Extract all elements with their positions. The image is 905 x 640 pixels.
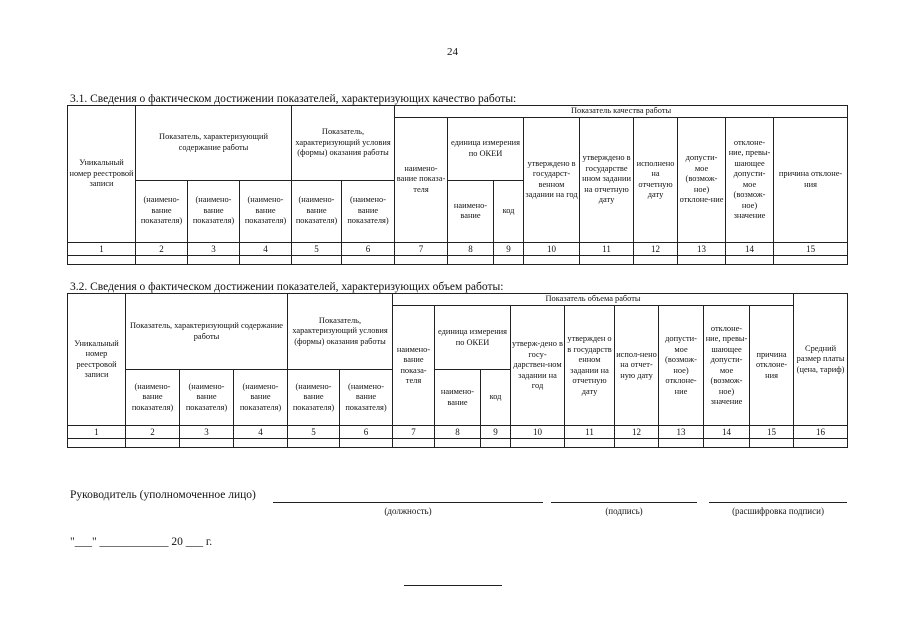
column-number: 1 — [68, 426, 126, 439]
header-sub-name: (наимено-вание показателя) — [288, 370, 340, 426]
column-number: 4 — [240, 242, 292, 255]
header-conditions-group: Показатель, характеризующий условия (формы) оказания работы — [292, 106, 395, 181]
column-number: 8 — [448, 242, 494, 255]
column-number: 11 — [565, 426, 615, 439]
header-sub-name: (наимено-вание показателя) — [292, 180, 342, 242]
header-reason: причина отклоне-ния — [750, 306, 794, 426]
column-number: 5 — [288, 426, 340, 439]
header-unit-name: наимено-вание — [448, 180, 494, 242]
table-cell[interactable] — [136, 255, 188, 264]
header-unit: единица измерения по ОКЕИ — [448, 117, 524, 180]
header-sub-name: (наимено-вание показателя) — [136, 180, 188, 242]
column-number: 13 — [678, 242, 726, 255]
table-cell[interactable] — [565, 439, 615, 448]
header-unique-number: Уникальный номер реестровой записи — [68, 106, 136, 243]
position-line[interactable] — [273, 502, 543, 503]
table-cell[interactable] — [634, 255, 678, 264]
header-approved-year: утверждено в государст-венном задании на год — [524, 117, 580, 242]
table-cell[interactable] — [288, 439, 340, 448]
table-cell[interactable] — [678, 255, 726, 264]
table-cell[interactable] — [68, 439, 126, 448]
table-cell[interactable] — [481, 439, 511, 448]
table-cell[interactable] — [659, 439, 704, 448]
column-number: 10 — [511, 426, 565, 439]
header-unique-number: Уникальный номер реестровой записи — [68, 294, 126, 426]
header-sub-name: (наимено-вание показателя) — [240, 180, 292, 242]
column-number: 14 — [704, 426, 750, 439]
table-cell[interactable] — [68, 255, 136, 264]
header-approved-date: утверждено в государстве нном задании на отчетную дату — [580, 117, 634, 242]
header-indicator-group: Показатель качества работы — [395, 106, 848, 118]
column-number: 12 — [615, 426, 659, 439]
header-conditions-group: Показатель, характеризующий условия (формы) оказания работы — [288, 294, 393, 370]
column-number: 6 — [340, 426, 393, 439]
column-number: 15 — [774, 242, 848, 255]
header-reason: причина отклоне-ния — [774, 117, 848, 242]
table-cell[interactable] — [494, 255, 524, 264]
decode-caption: (расшифровка подписи) — [732, 506, 824, 516]
header-executed: испол-нено на отчет-ную дату — [615, 306, 659, 426]
column-number: 2 — [136, 242, 188, 255]
header-indicator-name: наимено-вание показа-теля — [393, 306, 435, 426]
table-cell[interactable] — [704, 439, 750, 448]
table-cell[interactable] — [126, 439, 180, 448]
table-cell[interactable] — [750, 439, 794, 448]
header-approved-year: утверж-дено в госу-дарствен-ном задании на год — [511, 306, 565, 426]
header-unit-name: наимено-вание — [435, 370, 481, 426]
header-sub-name: (наимено-вание показателя) — [188, 180, 240, 242]
decode-line[interactable] — [709, 502, 847, 503]
header-unit-code: код — [494, 180, 524, 242]
column-number: 1 — [68, 242, 136, 255]
table-cell[interactable] — [794, 439, 848, 448]
table-cell[interactable] — [292, 255, 342, 264]
column-number: 11 — [580, 242, 634, 255]
table-cell[interactable] — [615, 439, 659, 448]
table-cell[interactable] — [188, 255, 240, 264]
header-allowed-deviation: допусти-мое (возмож-ное) отклоне-ние — [678, 117, 726, 242]
table-cell[interactable] — [395, 255, 448, 264]
table-cell[interactable] — [435, 439, 481, 448]
section-title-volume: 3.2. Сведения о фактическом достижении показателей, характеризующих объем работы: — [70, 281, 504, 293]
table-cell[interactable] — [340, 439, 393, 448]
table-cell[interactable] — [180, 439, 234, 448]
table-cell[interactable] — [511, 439, 565, 448]
quality-indicators-table — [67, 105, 848, 265]
table-cell[interactable] — [524, 255, 580, 264]
header-executed: исполнено на отчетную дату — [634, 117, 678, 242]
header-indicator-group: Показатель объема работы — [393, 294, 794, 306]
column-number: 13 — [659, 426, 704, 439]
page-number: 24 — [447, 46, 458, 58]
column-number: 16 — [794, 426, 848, 439]
position-caption: (должность) — [384, 506, 432, 516]
header-sub-name: (наимено-вание показателя) — [234, 370, 288, 426]
date-line[interactable]: "___" ____________ 20 ___ г. — [70, 536, 213, 548]
column-number: 15 — [750, 426, 794, 439]
header-unit: единица измерения по ОКЕИ — [435, 306, 511, 370]
footnote-separator — [404, 585, 502, 586]
column-number: 3 — [188, 242, 240, 255]
header-allowed-deviation: допусти-мое (возмож-ное) отклоне-ние — [659, 306, 704, 426]
table-cell[interactable] — [726, 255, 774, 264]
header-content-group: Показатель, характеризующий содержание работы — [126, 294, 288, 370]
header-unit-code: код — [481, 370, 511, 426]
column-number: 14 — [726, 242, 774, 255]
table-cell[interactable] — [774, 255, 848, 264]
column-number: 9 — [494, 242, 524, 255]
header-sub-name: (наимено-вание показателя) — [126, 370, 180, 426]
table-cell[interactable] — [342, 255, 395, 264]
header-average-fee: Средний размер платы (цена, тариф) — [794, 294, 848, 426]
volume-indicators-table — [67, 293, 848, 448]
table-row — [68, 439, 848, 448]
column-number: 12 — [634, 242, 678, 255]
table-cell[interactable] — [448, 255, 494, 264]
header-sub-name: (наимено-вание показателя) — [340, 370, 393, 426]
table-cell[interactable] — [240, 255, 292, 264]
header-exceeding-deviation: отклоне-ние, превы-шающее допусти-мое (возмож-ное) значение — [704, 306, 750, 426]
signature-line[interactable] — [551, 502, 697, 503]
table-cell[interactable] — [234, 439, 288, 448]
column-number: 6 — [342, 242, 395, 255]
section-title-quality: 3.1. Сведения о фактическом достижении показателей, характеризующих качество работы: — [70, 93, 517, 105]
header-sub-name: (наимено-вание показателя) — [180, 370, 234, 426]
column-number: 2 — [126, 426, 180, 439]
column-number: 5 — [292, 242, 342, 255]
signature-label: Руководитель (уполномоченное лицо) — [70, 489, 256, 501]
column-number: 7 — [395, 242, 448, 255]
column-number: 10 — [524, 242, 580, 255]
column-number: 3 — [180, 426, 234, 439]
column-number: 9 — [481, 426, 511, 439]
header-content-group: Показатель, характеризующий содержание работы — [136, 106, 292, 181]
signature-caption: (подпись) — [605, 506, 643, 516]
header-indicator-name: наимено-вание показа-теля — [395, 117, 448, 242]
column-number: 4 — [234, 426, 288, 439]
header-approved-date: утвержден о в государств енном задании на отчетную дату — [565, 306, 615, 426]
column-number: 7 — [393, 426, 435, 439]
table-row — [68, 255, 848, 264]
column-number: 8 — [435, 426, 481, 439]
header-exceeding-deviation: отклоне-ние, превы-шающее допусти-мое (возмож-ное) значение — [726, 117, 774, 242]
table-cell[interactable] — [580, 255, 634, 264]
header-sub-name: (наимено-вание показателя) — [342, 180, 395, 242]
table-cell[interactable] — [393, 439, 435, 448]
